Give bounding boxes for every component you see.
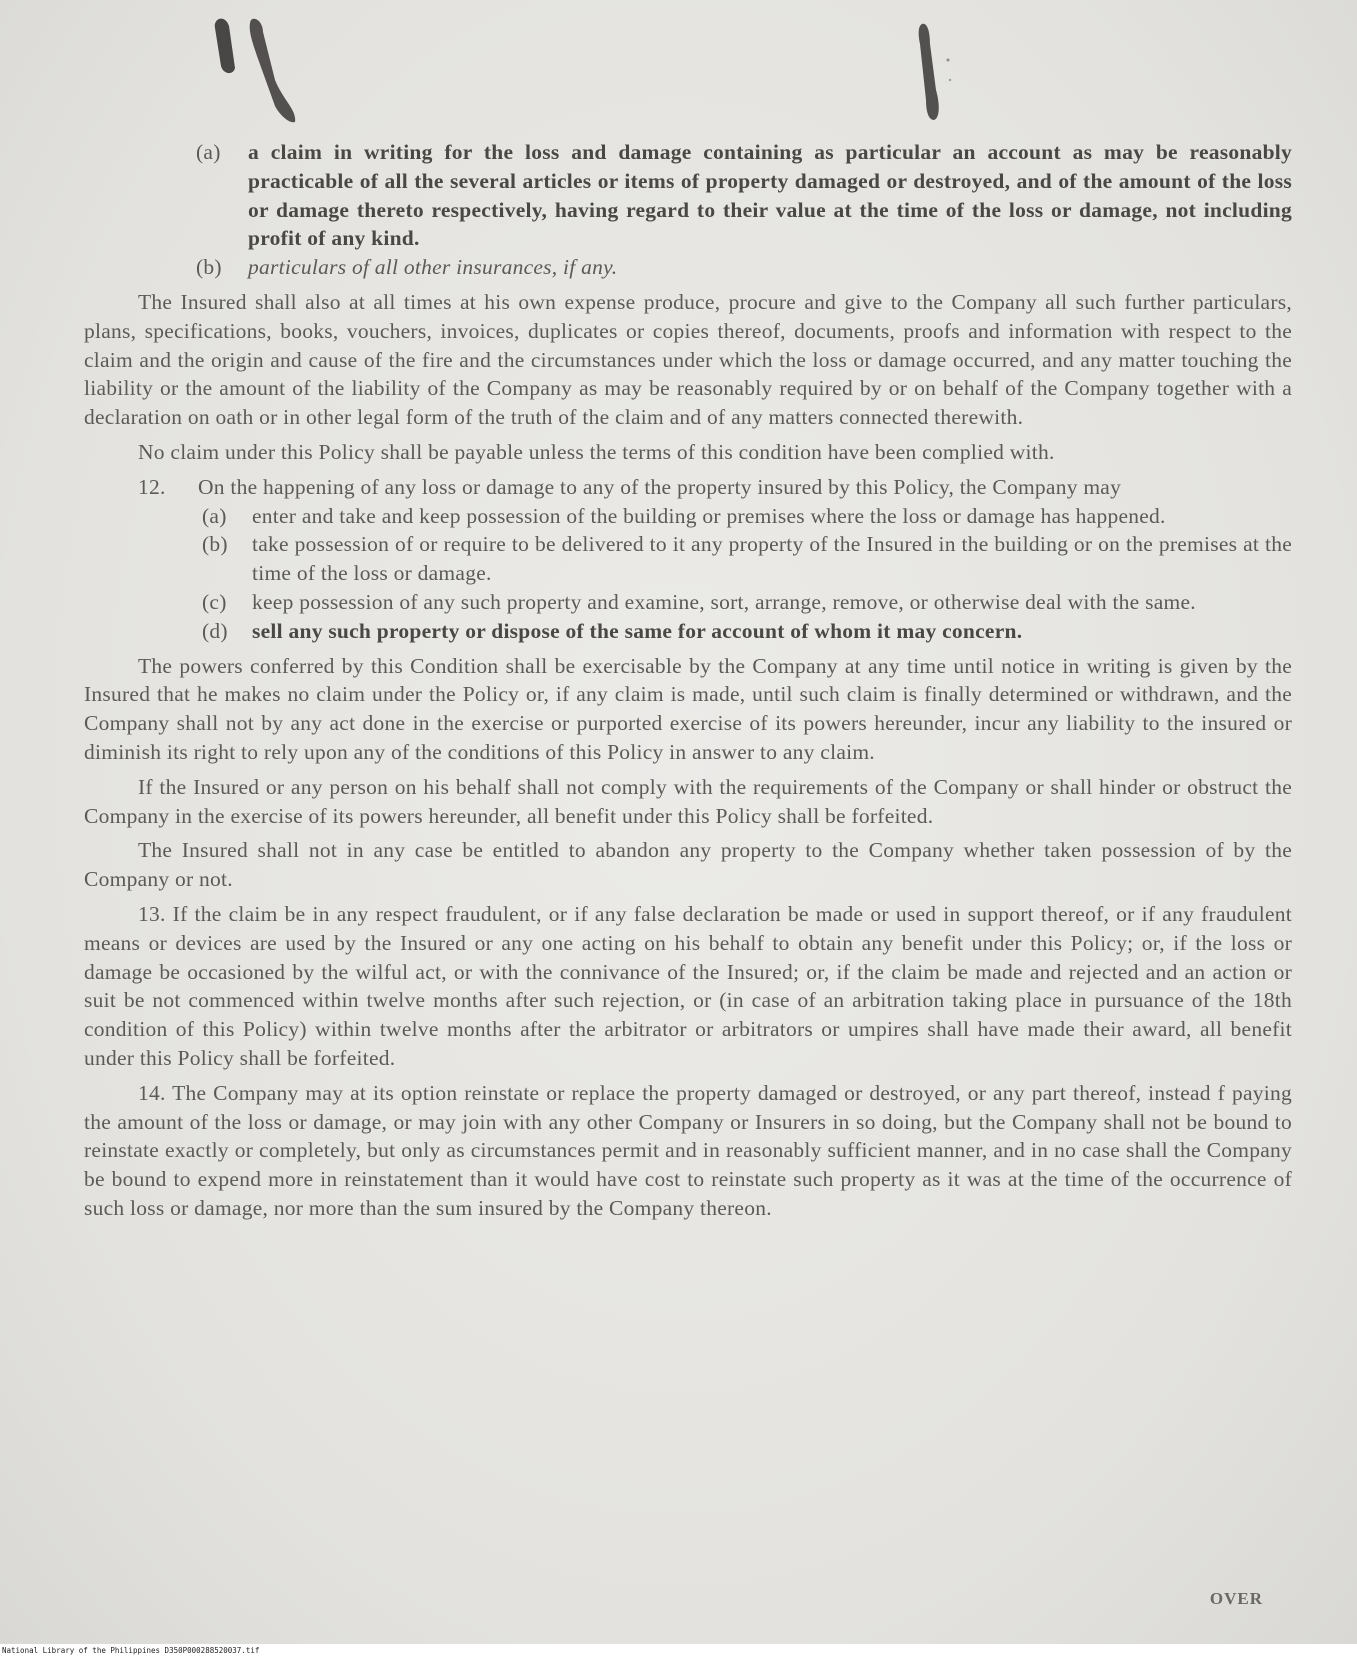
paragraph-further-particulars: The Insured shall also at all times at his own expense produce, procure and give to the Company all such further particulars, plans, specifications, books, vouchers, invoices, duplicates or copies thereof, documents, proofs and information with respect to the claim and the origin and cause of the fire and the circumstances under which the loss or damage occurred, and any matter touching the liability or the amount of the liability of the Company as may be reasonably required by or on behalf of the Company together with a declaration on oath or in other legal form of the truth of the claim and of any matters connected therewith.: [84, 289, 1292, 430]
item-label: (a): [196, 140, 221, 164]
clause-13: 13. If the claim be in any respect fraudulent, or if any false declaration be made or used in support thereof, or if any fraudulent means or devices are used by the Insured or any one acting on his behalf to obtain any benefit under this Policy; or, if the loss or damage be occasioned by the wilful act, or with the connivance of the Insured; or, if the claim be made and rejected and an action or suit be not commenced within twelve months after such rejection, or (in case of an arbitration taking place in pursuance of the 18th condition of this Policy) within twelve months after the arbitrator or arbitrators or umpires shall have made their award, all benefit under this Policy shall be forfeited.: [84, 901, 1292, 1070]
clause-12-intro: [138, 473, 1292, 502]
item-text: keep possession of any such property and examine, sort, arrange, remove, or otherwise deal with the same.: [252, 589, 1196, 614]
clause-12-item-d: [202, 617, 1292, 646]
clause-12-item-b: [202, 530, 1292, 588]
paragraph-comply: If the Insured or any person on his behalf shall not comply with the requirements of the Company or shall hinder or obstruct the Company in the exercise of its powers hereunder, all benefit under this Policy shall be forfeited.: [84, 774, 1292, 828]
ink-smudge-left: [205, 10, 325, 130]
paragraph-abandon: The Insured shall not in any case be entitled to abandon any property to the Company whether taken possession of by the Company or not.: [84, 838, 1292, 892]
paragraph-no-claim: No claim under this Policy shall be payable unless the terms of this condition have been complied with.: [138, 439, 1055, 464]
item-label: (b): [202, 532, 228, 557]
item-text: particulars of all other insurances, if any.: [248, 255, 618, 280]
item-label: (a): [202, 503, 227, 528]
policy-conditions-text: [84, 138, 1292, 1229]
ink-smudge-right: [900, 20, 960, 130]
paragraph-powers: The powers conferred by this Condition shall be exercisable by the Company at any time until notice in writing is given by the Insured that he makes no claim under the Policy or, if any claim is made, until such claim is finally determined or withdrawn, and the Company shall not by any act done in the exercise or purported exercise of its powers hereunder, incur any liability to the insured or diminish its right to rely upon any of the conditions of this Policy in answer to any claim.: [84, 653, 1292, 764]
item-text: sell any such property or dispose of the same for account of whom it may concern.: [252, 618, 1023, 643]
clause-12-label: 12.: [138, 474, 166, 499]
item-text: take possession of or require to be delivered to it any property of the Insured in the building or on the premises at the time of the loss or damage.: [252, 532, 1292, 586]
clause-11-item-b: [196, 253, 1292, 282]
clause-12-text: On the happening of any loss or damage to any of the property insured by this Policy, the Company may: [198, 474, 1122, 499]
archive-footer: National Library of the Philippines D350P000288520037.tif: [0, 1644, 1357, 1658]
clause-14: 14. The Company may at its option reinstate or replace the property damaged or destroyed, or any part thereof, instead f paying the amount of the loss or damage, or may join with any other Company or Insurers in so doing, but the Company shall not be bound to reinstate exactly or completely, but only as circumstances permit and in reasonably sufficient manner, and in no case shall the Company be bound to expend more in reinstatement than it would have cost to reinstate such property as it was at the time of the occurrence of such loss or damage, nor more than the sum insured by the Company thereon.: [84, 1080, 1292, 1220]
item-label: (c): [202, 589, 227, 614]
over-marker: OVER: [1209, 1589, 1263, 1608]
item-text: a claim in writing for the loss and damage containing as particular an account as may be reasonably practicable of all the several articles or items of property damaged or destroyed, and of the amount of the loss or damage thereto respectively, having regard to their value at the time of the loss or damage, not including profit of any kind.: [248, 140, 1292, 251]
clause-12-item-c: [202, 588, 1292, 617]
item-label: (d): [202, 618, 228, 643]
item-label: (b): [196, 255, 222, 280]
clause-11-item-a: [196, 138, 1292, 253]
item-text: enter and take and keep possession of the building or premises where the loss or damage has happened.: [252, 503, 1166, 528]
clause-12-item-a: [202, 502, 1292, 531]
